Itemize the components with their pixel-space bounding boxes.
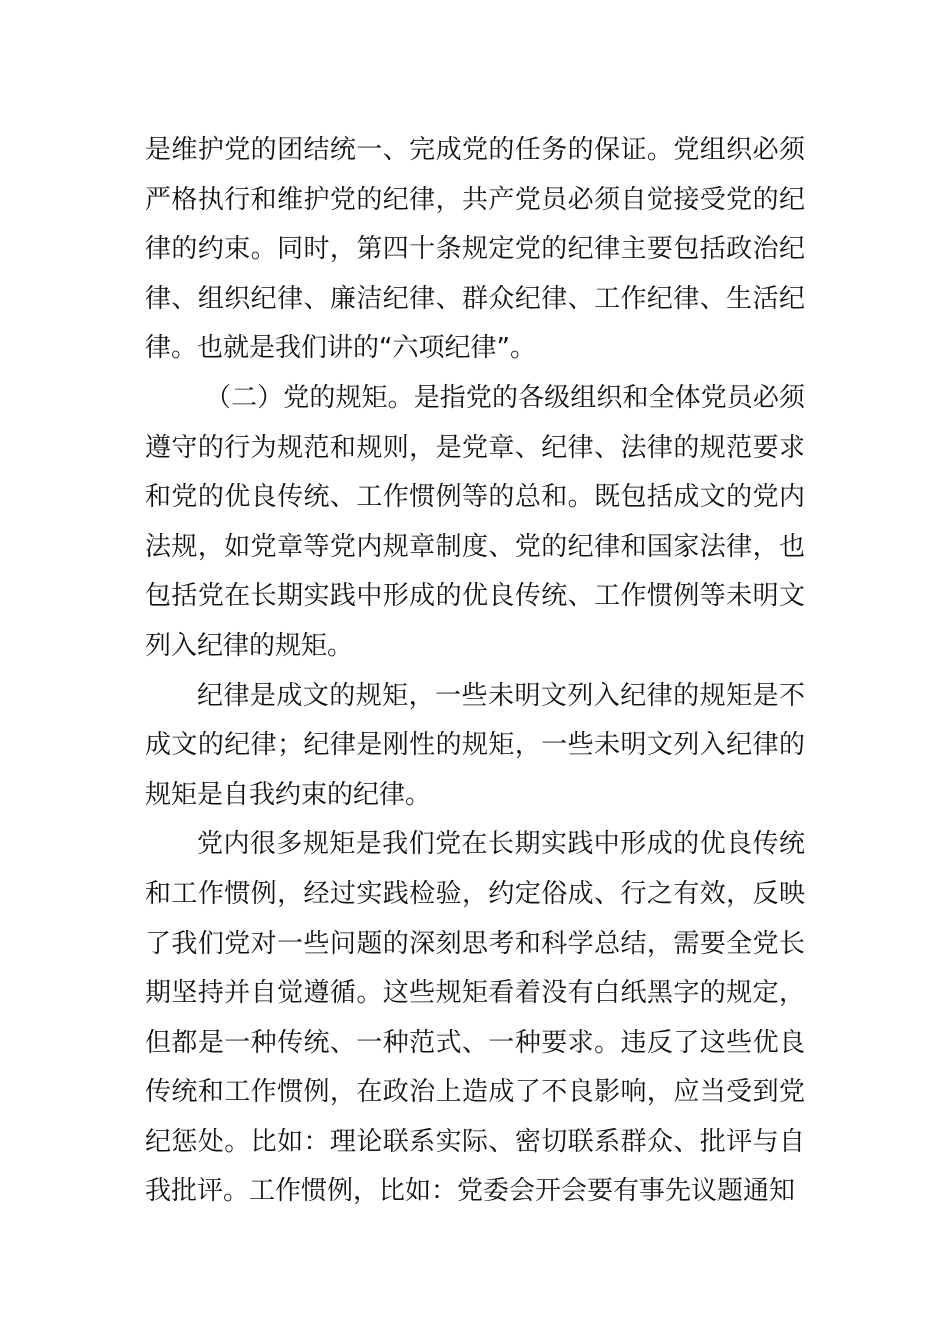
document-body: [145, 126, 805, 1217]
paragraph-continuation: 是维护党的团结统一、完成党的任务的保证。党组织必须严格执行和维护党的纪律，共产党员必须自觉接受党的纪律的约束。同时，第四十条规定党的纪律主要包括政治纪律、组织纪律、廉洁纪律、群众纪律、工作纪律、生活纪律。也就是我们讲的“六项纪律”。: [145, 135, 805, 364]
paragraph-traditions: 党内很多规矩是我们党在长期实践中形成的优良传统和工作惯例，经过实践检验，约定俗成、行之有效，反映了我们党对一些问题的深刻思考和科学总结，需要全党长期坚持并自觉遵循。这些规矩看着没有白纸黑字的规定，但都是一种传统、一种范式、一种要求。违反了这些优良传统和工作惯例，在政治上造成了不良影响，应当受到党纪惩处。比如：理论联系实际、密切联系群众、批评与自我批评。工作惯例，比如：党委会开会要有事先议题通知: [145, 829, 805, 1207]
paragraph-discipline-vs-rules: 纪律是成文的规矩，一些未明文列入纪律的规矩是不成文的纪律；纪律是刚性的规矩，一些未明文列入纪律的规矩是自我约束的纪律。: [145, 680, 805, 810]
paragraph-party-rules: （二）党的规矩。是指党的各级组织和全体党员必须遵守的行为规范和规则，是党章、纪律、法律的规范要求和党的优良传统、工作惯例等的总和。既包括成文的党内法规，如党章等党内规章制度、党的纪律和国家法律，也包括党在长期实践中形成的优良传统、工作惯例等未明文列入纪律的规矩。: [145, 382, 805, 661]
